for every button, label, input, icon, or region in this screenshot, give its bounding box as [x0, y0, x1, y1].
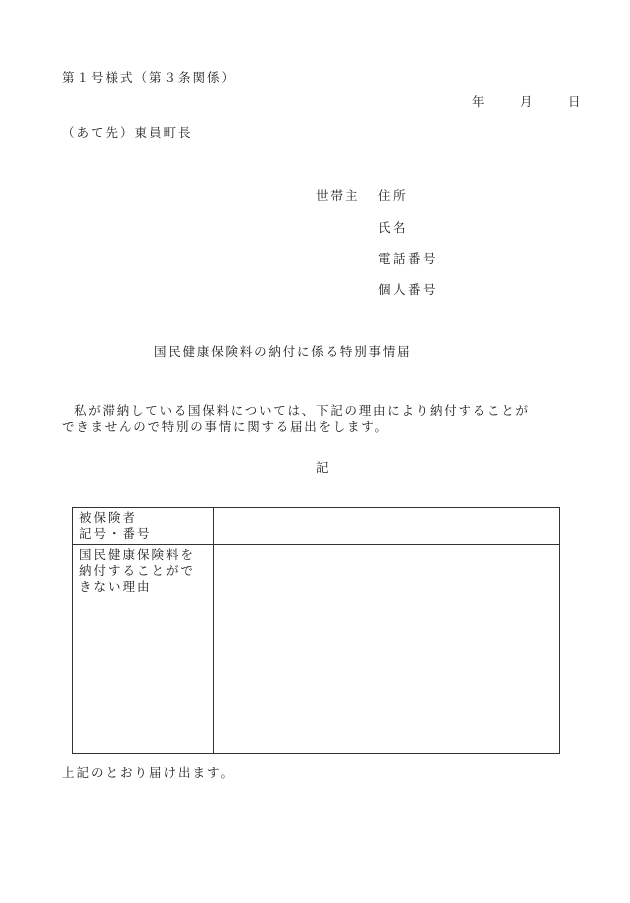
- insured-number-label-cell: [73, 508, 214, 545]
- my-number-label: 個人番号: [378, 282, 439, 297]
- date-month-label: 月: [520, 94, 535, 109]
- insured-label-line-2: 記号・番号: [79, 526, 152, 541]
- table-row: [73, 545, 560, 754]
- body-paragraph: [62, 403, 582, 435]
- date-year-label: 年: [472, 94, 487, 109]
- address-label: 住所: [378, 188, 409, 203]
- phone-label: 電話番号: [378, 251, 439, 266]
- reason-label-line-2: 納付することがで: [79, 563, 196, 578]
- reason-field[interactable]: [214, 545, 560, 754]
- document-title: 国民健康保険料の納付に係る特別事情届: [154, 344, 412, 359]
- reason-label-cell: [73, 545, 214, 754]
- record-table: [72, 507, 560, 754]
- insured-label-line-1: 被保険者: [79, 510, 138, 525]
- closing-statement: 上記のとおり届け出ます。: [62, 765, 236, 780]
- body-line-2: できませんので特別の事情に関する届出をします。: [62, 419, 389, 434]
- ki-heading: 記: [316, 460, 331, 475]
- insured-number-field[interactable]: [214, 508, 560, 545]
- date-day-label: 日: [568, 94, 583, 109]
- addressee: （あて先）東員町長: [62, 125, 193, 140]
- reason-label-line-3: きない理由: [79, 579, 152, 594]
- name-label: 氏名: [378, 220, 409, 235]
- table-row: [73, 508, 560, 545]
- body-line-1: 私が滞納している国保料については、下記の理由により納付することが: [74, 403, 530, 418]
- form-number: 第１号様式（第３条関係）: [62, 70, 237, 85]
- reason-label-line-1: 国民健康保険料を: [79, 547, 196, 562]
- householder-label: 世帯主: [316, 188, 360, 203]
